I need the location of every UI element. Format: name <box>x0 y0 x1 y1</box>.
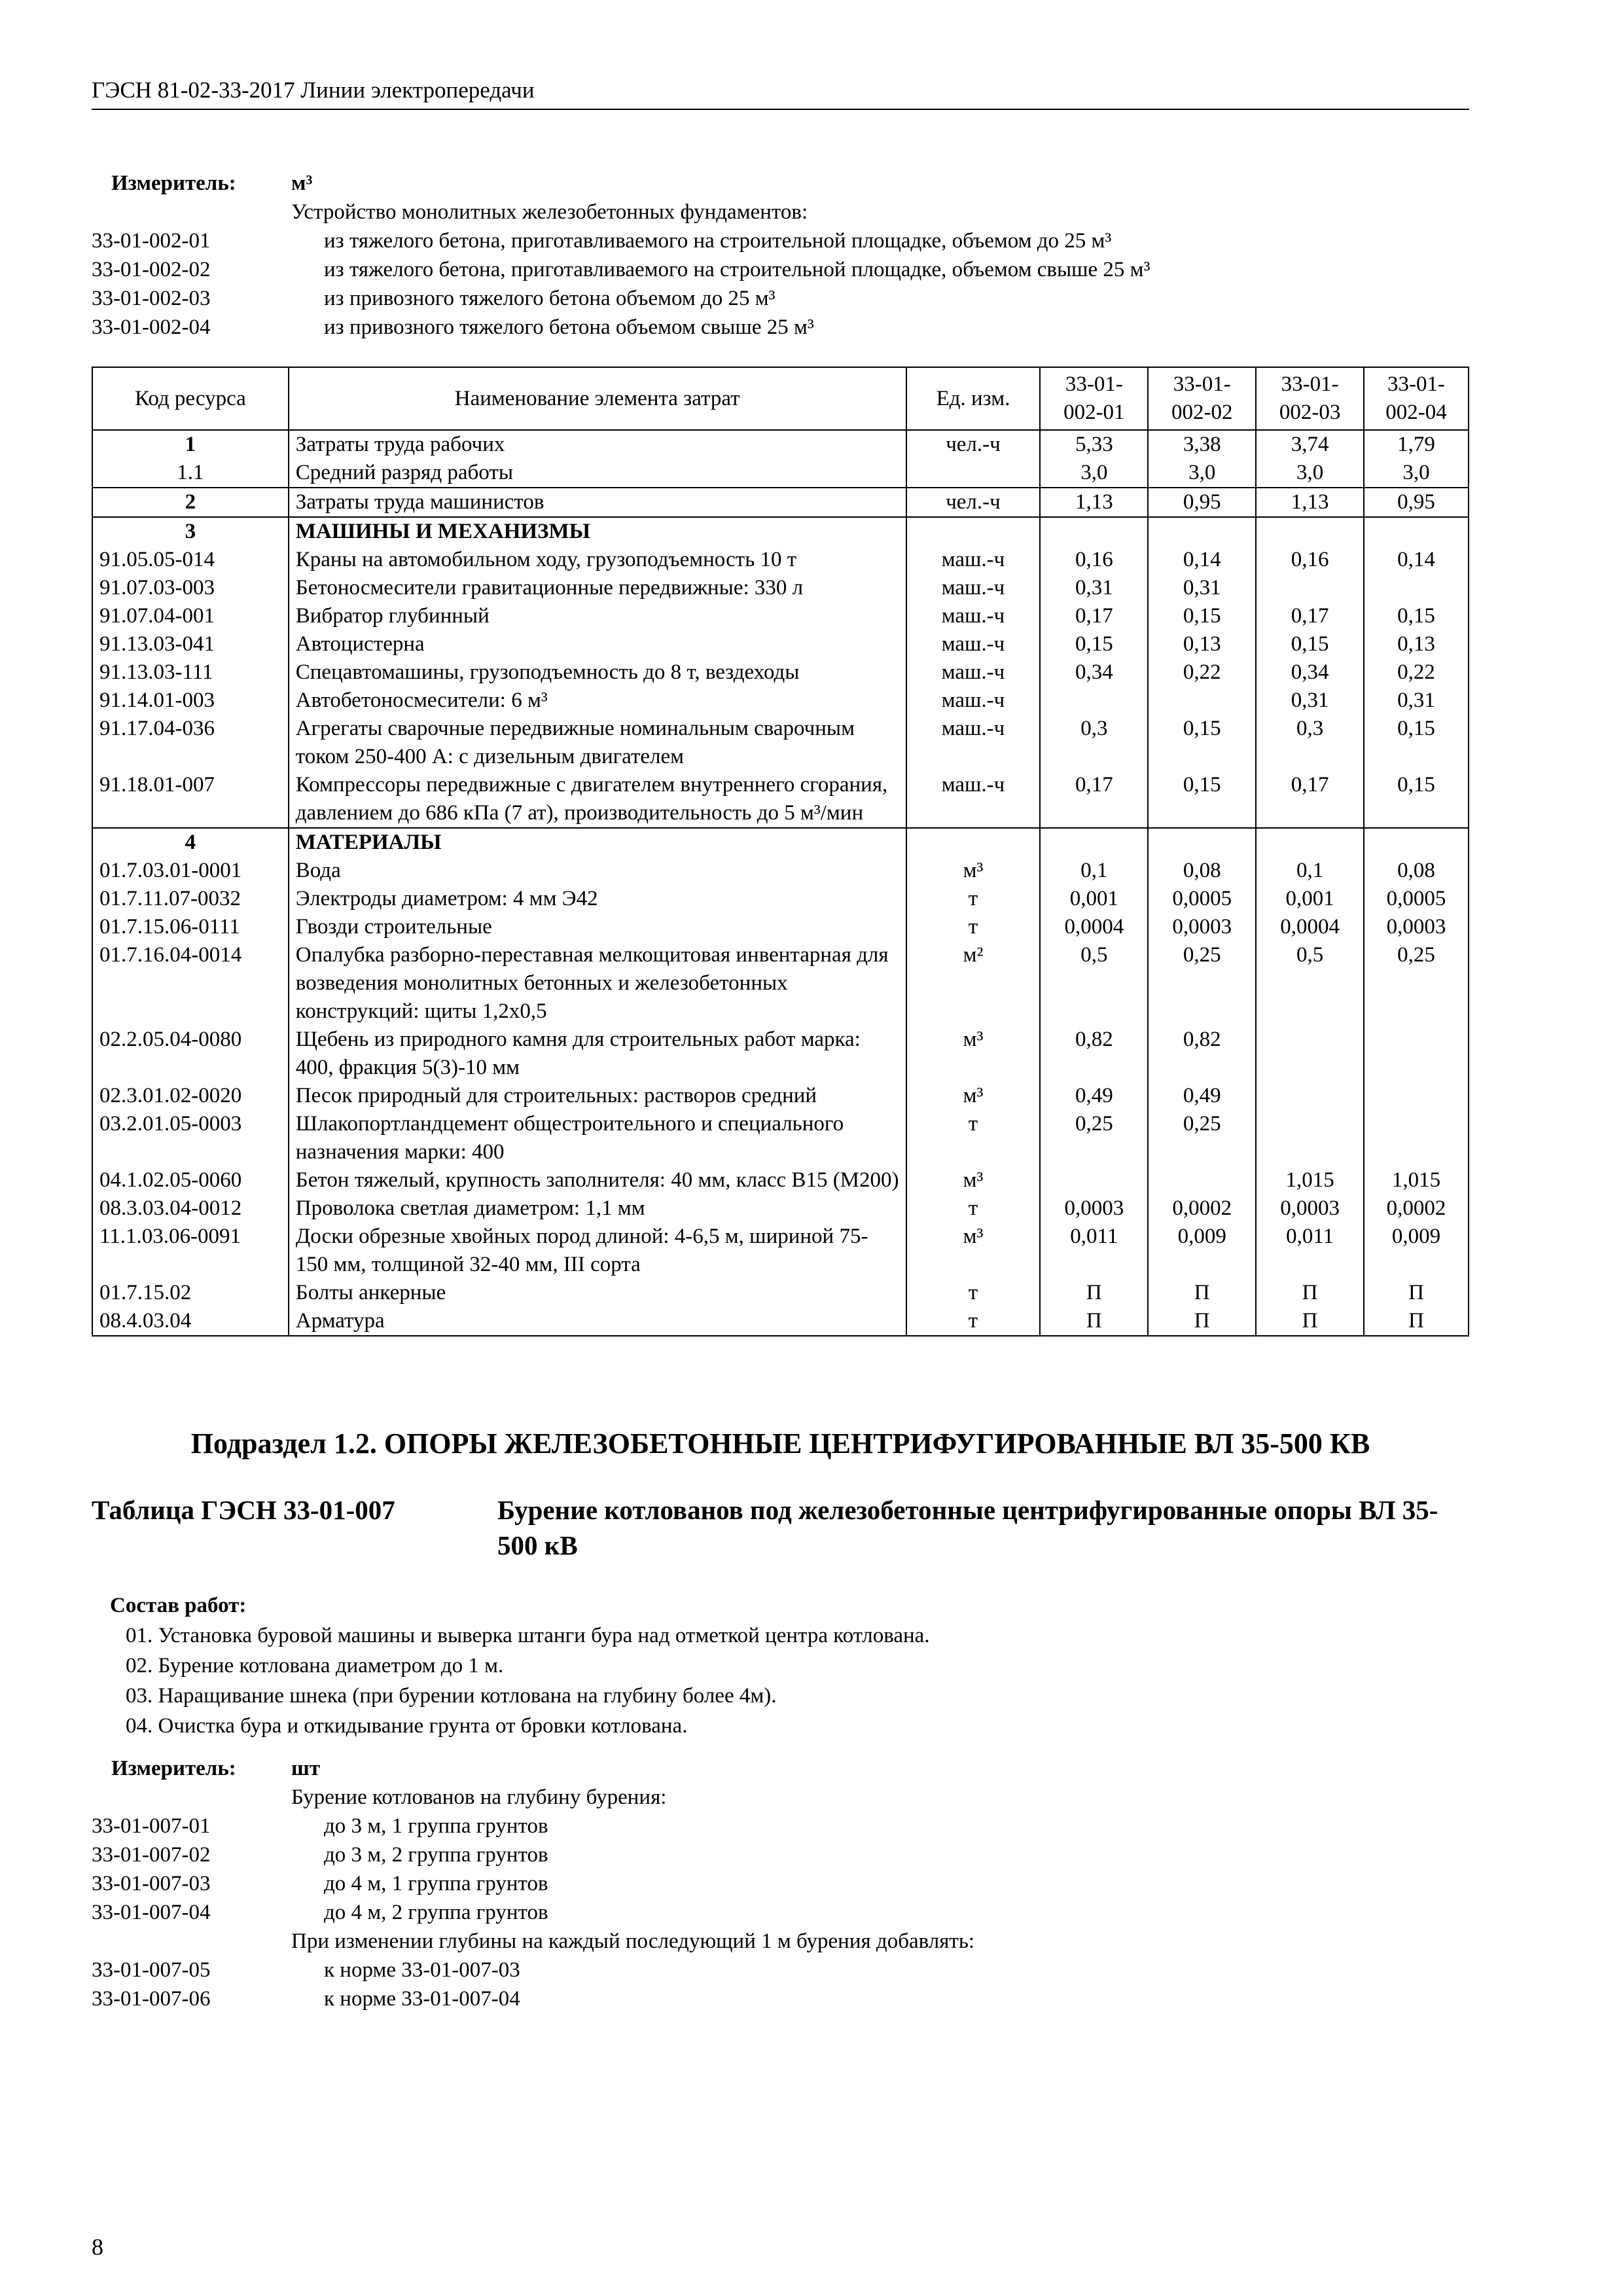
table-row <box>92 1110 1469 1166</box>
cell-value: 0,14 <box>1364 546 1469 574</box>
cell-value: 0,15 <box>1364 771 1469 828</box>
table-title <box>92 1492 1472 1563</box>
table-row <box>92 488 1469 517</box>
cell-value <box>1364 517 1469 546</box>
cell-value: 0,0002 <box>1148 1194 1256 1223</box>
cell-unit <box>906 517 1041 546</box>
cell-name: Автоцистерна <box>289 630 906 658</box>
cell-value: 0,17 <box>1256 771 1364 828</box>
cell-value: 3,38 <box>1148 430 1256 459</box>
cell-value: 3,0 <box>1148 459 1256 488</box>
cell-code: 91.07.03-003 <box>92 574 289 602</box>
cell-name: Компрессоры передвижные с двигателем внутреннего сгорания, давлением до 686 кПа (7 ат), производительность до 5 м³/мин <box>289 771 906 828</box>
cell-value: 0,31 <box>1040 574 1148 602</box>
col-header-unit: Ед. изм. <box>906 367 1041 430</box>
cell-code: 91.05.05-014 <box>92 546 289 574</box>
cell-name: Песок природный для строительных: растворов средний <box>289 1082 906 1110</box>
cell-unit: маш.-ч <box>906 687 1041 715</box>
cell-value <box>1040 517 1148 546</box>
cell-value: 0,5 <box>1040 941 1148 1026</box>
cell-value <box>1148 517 1256 546</box>
table-title-text: Бурение котлованов под железобетонные центрифугированные опоры ВЛ 35-500 кВ <box>497 1495 1438 1560</box>
cell-name: Электроды диаметром: 4 мм Э42 <box>289 885 906 913</box>
works-item: 04. Очистка бура и откидывание грунта от бровки котлована. <box>126 1714 688 1738</box>
cell-name: МАШИНЫ И МЕХАНИЗМЫ <box>289 517 906 546</box>
cell-name: Бетон тяжелый, крупность заполнителя: 40 мм, класс В15 (М200) <box>289 1166 906 1194</box>
table-row <box>92 771 1469 828</box>
cell-value <box>1040 828 1148 857</box>
norm-code: 33-01-007-05 <box>92 1958 211 1982</box>
measure-unit: м³ <box>291 171 313 195</box>
cell-value: 0,15 <box>1256 630 1364 658</box>
cell-value: П <box>1256 1307 1364 1336</box>
cell-code: 91.07.04-001 <box>92 602 289 630</box>
cell-name: Спецавтомашины, грузоподъемность до 8 т, вездеходы <box>289 658 906 687</box>
cell-code: 03.2.01.05-0003 <box>92 1110 289 1166</box>
cell-name: Шлакопортландцемент общестроительного и специального назначения марки: 400 <box>289 1110 906 1166</box>
col-header-name: Наименование элемента затрат <box>289 367 906 430</box>
cell-value: 0,82 <box>1040 1026 1148 1082</box>
table-row <box>92 828 1469 857</box>
cell-value: 3,0 <box>1256 459 1364 488</box>
table-row <box>92 885 1469 913</box>
cell-value: 0,08 <box>1148 857 1256 885</box>
table-row <box>92 1307 1469 1336</box>
cell-value <box>1148 687 1256 715</box>
cell-value <box>1256 828 1364 857</box>
cell-value: 0,08 <box>1364 857 1469 885</box>
norm-text: к норме 33-01-007-04 <box>324 1987 520 2011</box>
resource-table-body <box>92 430 1469 1336</box>
cell-code: 01.7.11.07-0032 <box>92 885 289 913</box>
table-row <box>92 1279 1469 1307</box>
cell-name: Средний разряд работы <box>289 459 906 488</box>
norm-text: до 4 м, 1 группа грунтов <box>324 1872 548 1895</box>
cell-unit: маш.-ч <box>906 546 1041 574</box>
cell-unit: т <box>906 885 1041 913</box>
cell-value: 0,13 <box>1364 630 1469 658</box>
cell-name: Опалубка разборно-переставная мелкощитовая инвентарная для возведения монолитных бетонных и железобетонных конструкций: щиты 1,2х0,5 <box>289 941 906 1026</box>
cell-code: 2 <box>92 488 289 517</box>
cell-value: 0,15 <box>1364 715 1469 771</box>
cell-value: 0,15 <box>1040 630 1148 658</box>
measurement-block-2 <box>92 1754 1466 2013</box>
cell-value: 0,31 <box>1364 687 1469 715</box>
resource-table <box>92 367 1469 1336</box>
table-row <box>92 715 1469 771</box>
cell-name: Доски обрезные хвойных пород длиной: 4-6,5 м, шириной 75-150 мм, толщиной 32-40 мм, III сорта <box>289 1223 906 1279</box>
cell-value: П <box>1040 1307 1148 1336</box>
cell-value: 0,0004 <box>1256 913 1364 941</box>
cell-value <box>1364 1026 1469 1082</box>
cell-name: Краны на автомобильном ходу, грузоподъемность 10 т <box>289 546 906 574</box>
cell-code: 01.7.03.01-0001 <box>92 857 289 885</box>
cell-value: 1,79 <box>1364 430 1469 459</box>
norm-text: до 4 м, 2 группа грунтов <box>324 1901 548 1924</box>
cell-value: 0,001 <box>1256 885 1364 913</box>
cell-name: Щебень из природного камня для строительных работ марка: 400, фракция 5(3)-10 мм <box>289 1026 906 1082</box>
cell-value: 0,34 <box>1256 658 1364 687</box>
norm-code: 33-01-002-03 <box>92 287 211 310</box>
cell-value: 1,13 <box>1256 488 1364 517</box>
cell-value: 0,95 <box>1148 488 1256 517</box>
norm-code: 33-01-007-01 <box>92 1814 211 1838</box>
cell-code: 08.4.03.04 <box>92 1307 289 1336</box>
cell-name: Вибратор глубинный <box>289 602 906 630</box>
cell-value: 1,015 <box>1256 1166 1364 1194</box>
cell-value <box>1040 687 1148 715</box>
cell-value: 0,3 <box>1040 715 1148 771</box>
works-item: 02. Бурение котлована диаметром до 1 м. <box>126 1654 504 1677</box>
cell-unit: т <box>906 913 1041 941</box>
cell-code: 02.3.01.02-0020 <box>92 1082 289 1110</box>
cell-value: 0,49 <box>1040 1082 1148 1110</box>
table-row <box>92 857 1469 885</box>
cell-unit: м³ <box>906 1223 1041 1279</box>
cell-value: 0,0004 <box>1040 913 1148 941</box>
cell-value: 0,0005 <box>1148 885 1256 913</box>
cell-value: 0,25 <box>1148 1110 1256 1166</box>
table-row <box>92 658 1469 687</box>
cell-value: П <box>1040 1279 1148 1307</box>
table-row <box>92 687 1469 715</box>
table-row <box>92 913 1469 941</box>
cell-unit: чел.-ч <box>906 430 1041 459</box>
norm-text: до 3 м, 2 группа грунтов <box>324 1843 548 1867</box>
table-row <box>92 517 1469 546</box>
cell-value: 0,1 <box>1256 857 1364 885</box>
cell-name: Болты анкерные <box>289 1279 906 1307</box>
measure-intro: Устройство монолитных железобетонных фундаментов: <box>291 200 808 224</box>
norm-text: до 3 м, 1 группа грунтов <box>324 1814 548 1838</box>
cell-value: П <box>1256 1279 1364 1307</box>
measure-label: Измеритель: <box>111 1757 236 1780</box>
norm-text: из тяжелого бетона, приготавливаемого на строительной площадке, объемом до 25 м³ <box>324 229 1112 253</box>
cell-name: Агрегаты сварочные передвижные номинальным сварочным током 250-400 А: с дизельным двигателем <box>289 715 906 771</box>
cell-value: 0,0005 <box>1364 885 1469 913</box>
cell-value <box>1148 828 1256 857</box>
table-row <box>92 574 1469 602</box>
cell-value <box>1256 1026 1364 1082</box>
cell-value: 0,31 <box>1256 687 1364 715</box>
page-number: 8 <box>92 2234 103 2260</box>
cell-code: 4 <box>92 828 289 857</box>
works-item: 03. Наращивание шнека (при бурении котлована на глубину более 4м). <box>126 1684 777 1708</box>
col-header-norm-1: 33-01-002-01 <box>1040 367 1148 430</box>
cell-value: 0,3 <box>1256 715 1364 771</box>
norm-code: 33-01-007-03 <box>92 1872 211 1895</box>
cell-code: 91.17.04-036 <box>92 715 289 771</box>
norm-code: 33-01-002-04 <box>92 315 211 339</box>
cell-value: 1,13 <box>1040 488 1148 517</box>
cell-value: 0,17 <box>1040 602 1148 630</box>
cell-code: 91.18.01-007 <box>92 771 289 828</box>
cell-value: 0,31 <box>1148 574 1256 602</box>
cell-code: 04.1.02.05-0060 <box>92 1166 289 1194</box>
cell-unit: м³ <box>906 857 1041 885</box>
cell-name: Вода <box>289 857 906 885</box>
table-row <box>92 1194 1469 1223</box>
subsection-title: Подраздел 1.2. ОПОРЫ ЖЕЛЕЗОБЕТОННЫЕ ЦЕНТРИФУГИРОВАННЫЕ ВЛ 35-500 КВ <box>190 1427 1370 1460</box>
cell-code: 08.3.03.04-0012 <box>92 1194 289 1223</box>
cell-value: П <box>1148 1279 1256 1307</box>
cell-value <box>1256 574 1364 602</box>
cell-unit <box>906 459 1041 488</box>
cell-value: 0,011 <box>1040 1223 1148 1279</box>
cell-value: П <box>1364 1307 1469 1336</box>
cell-unit: маш.-ч <box>906 658 1041 687</box>
cell-value: 0,15 <box>1148 771 1256 828</box>
table-title-label: Таблица ГЭСН 33-01-007 <box>92 1495 395 1525</box>
cell-name: Затраты труда рабочих <box>289 430 906 459</box>
cell-unit: т <box>906 1194 1041 1223</box>
works-item: 01. Установка буровой машины и выверка штанги бура над отметкой центра котлована. <box>126 1624 930 1647</box>
cell-code: 01.7.15.02 <box>92 1279 289 1307</box>
measurement-block-1 <box>92 169 1466 342</box>
cell-code: 3 <box>92 517 289 546</box>
table-row <box>92 602 1469 630</box>
cell-value: 0,009 <box>1148 1223 1256 1279</box>
cell-code: 01.7.15.06-0111 <box>92 913 289 941</box>
cell-value: 0,15 <box>1148 715 1256 771</box>
cell-value: П <box>1148 1307 1256 1336</box>
cell-value: 0,22 <box>1148 658 1256 687</box>
col-header-norm-4: 33-01-002-04 <box>1364 367 1469 430</box>
cell-unit: т <box>906 1307 1041 1336</box>
cell-value <box>1256 517 1364 546</box>
cell-value <box>1364 828 1469 857</box>
measure-intro: Бурение котлованов на глубину бурения: <box>291 1785 667 1809</box>
cell-value: 3,0 <box>1364 459 1469 488</box>
cell-unit: т <box>906 1110 1041 1166</box>
cell-unit: маш.-ч <box>906 771 1041 828</box>
cell-name: Арматура <box>289 1307 906 1336</box>
cell-value: П <box>1364 1279 1469 1307</box>
measure-label: Измеритель: <box>111 171 236 195</box>
cell-unit: м³ <box>906 1166 1041 1194</box>
cell-unit: маш.-ч <box>906 715 1041 771</box>
measure-intro-2: При изменении глубины на каждый последующий 1 м бурения добавлять: <box>291 1929 975 1953</box>
cell-unit: т <box>906 1279 1041 1307</box>
cell-value: 0,16 <box>1256 546 1364 574</box>
table-row <box>92 941 1469 1026</box>
cell-unit: маш.-ч <box>906 574 1041 602</box>
cell-value <box>1256 1082 1364 1110</box>
cell-value: 1,015 <box>1364 1166 1469 1194</box>
cell-value: 0,011 <box>1256 1223 1364 1279</box>
page-header: ГЭСН 81-02-33-2017 Линии электропередачи <box>92 77 1469 110</box>
cell-value: 0,16 <box>1040 546 1148 574</box>
cell-value: 0,82 <box>1148 1026 1256 1082</box>
norm-text: к норме 33-01-007-03 <box>324 1958 520 1982</box>
cell-value: 0,0003 <box>1364 913 1469 941</box>
cell-value: 3,0 <box>1040 459 1148 488</box>
works-list <box>110 1590 930 1741</box>
norm-text: из привозного тяжелого бетона объемом до 25 м³ <box>324 287 776 310</box>
cell-value <box>1364 1110 1469 1166</box>
cell-value: 0,25 <box>1148 941 1256 1026</box>
norm-code: 33-01-002-02 <box>92 258 211 281</box>
cell-code: 91.14.01-003 <box>92 687 289 715</box>
cell-value: 0,001 <box>1040 885 1148 913</box>
cell-code: 1.1 <box>92 459 289 488</box>
cell-value: 0,0003 <box>1040 1194 1148 1223</box>
works-heading: Состав работ: <box>110 1594 247 1617</box>
cell-value <box>1256 1110 1364 1166</box>
cell-value: 0,22 <box>1364 658 1469 687</box>
cell-value: 0,25 <box>1040 1110 1148 1166</box>
norm-code: 33-01-007-06 <box>92 1987 211 2011</box>
cell-value: 0,0003 <box>1256 1194 1364 1223</box>
cell-value: 0,5 <box>1256 941 1364 1026</box>
norm-text: из тяжелого бетона, приготавливаемого на строительной площадке, объемом свыше 25 м³ <box>324 258 1150 281</box>
cell-value: 0,0002 <box>1364 1194 1469 1223</box>
cell-code: 91.13.03-041 <box>92 630 289 658</box>
table-row <box>92 1026 1469 1082</box>
cell-name: Затраты труда машинистов <box>289 488 906 517</box>
cell-unit: м³ <box>906 1082 1041 1110</box>
table-row <box>92 459 1469 488</box>
measure-unit: шт <box>291 1757 321 1780</box>
table-row <box>92 1082 1469 1110</box>
cell-value: 3,74 <box>1256 430 1364 459</box>
norm-code: 33-01-007-02 <box>92 1843 211 1867</box>
cell-value: 0,95 <box>1364 488 1469 517</box>
cell-name: Проволока светлая диаметром: 1,1 мм <box>289 1194 906 1223</box>
col-header-code: Код ресурса <box>92 367 289 430</box>
cell-code: 91.13.03-111 <box>92 658 289 687</box>
cell-value <box>1148 1166 1256 1194</box>
table-row <box>92 430 1469 459</box>
cell-value: 0,49 <box>1148 1082 1256 1110</box>
cell-value: 0,17 <box>1256 602 1364 630</box>
cell-unit <box>906 828 1041 857</box>
cell-value: 5,33 <box>1040 430 1148 459</box>
cell-code: 01.7.16.04-0014 <box>92 941 289 1026</box>
cell-unit: м³ <box>906 1026 1041 1082</box>
cell-value: 0,1 <box>1040 857 1148 885</box>
cell-unit: маш.-ч <box>906 602 1041 630</box>
cell-value: 0,009 <box>1364 1223 1469 1279</box>
cell-value: 0,0003 <box>1148 913 1256 941</box>
cell-value: 0,34 <box>1040 658 1148 687</box>
table-row <box>92 546 1469 574</box>
cell-code: 02.2.05.04-0080 <box>92 1026 289 1082</box>
cell-code: 1 <box>92 430 289 459</box>
norm-text: из привозного тяжелого бетона объемом свыше 25 м³ <box>324 315 814 339</box>
cell-unit: чел.-ч <box>906 488 1041 517</box>
cell-name: Бетоносмесители гравитационные передвижные: 330 л <box>289 574 906 602</box>
cell-name: Гвозди строительные <box>289 913 906 941</box>
cell-value: 0,15 <box>1364 602 1469 630</box>
cell-value <box>1364 1082 1469 1110</box>
cell-code: 11.1.03.06-0091 <box>92 1223 289 1279</box>
cell-value <box>1364 574 1469 602</box>
cell-value: 0,15 <box>1148 602 1256 630</box>
cell-value <box>1040 1166 1148 1194</box>
norm-code: 33-01-007-04 <box>92 1901 211 1924</box>
cell-name: МАТЕРИАЛЫ <box>289 828 906 857</box>
col-header-norm-2: 33-01-002-02 <box>1148 367 1256 430</box>
cell-value: 0,13 <box>1148 630 1256 658</box>
cell-unit: м² <box>906 941 1041 1026</box>
table-row <box>92 1223 1469 1279</box>
norm-code: 33-01-002-01 <box>92 229 211 253</box>
cell-value: 0,25 <box>1364 941 1469 1026</box>
cell-unit: маш.-ч <box>906 630 1041 658</box>
table-row <box>92 630 1469 658</box>
cell-name: Автобетоносмесители: 6 м³ <box>289 687 906 715</box>
table-row <box>92 1166 1469 1194</box>
col-header-norm-3: 33-01-002-03 <box>1256 367 1364 430</box>
cell-value: 0,14 <box>1148 546 1256 574</box>
cell-value: 0,17 <box>1040 771 1148 828</box>
